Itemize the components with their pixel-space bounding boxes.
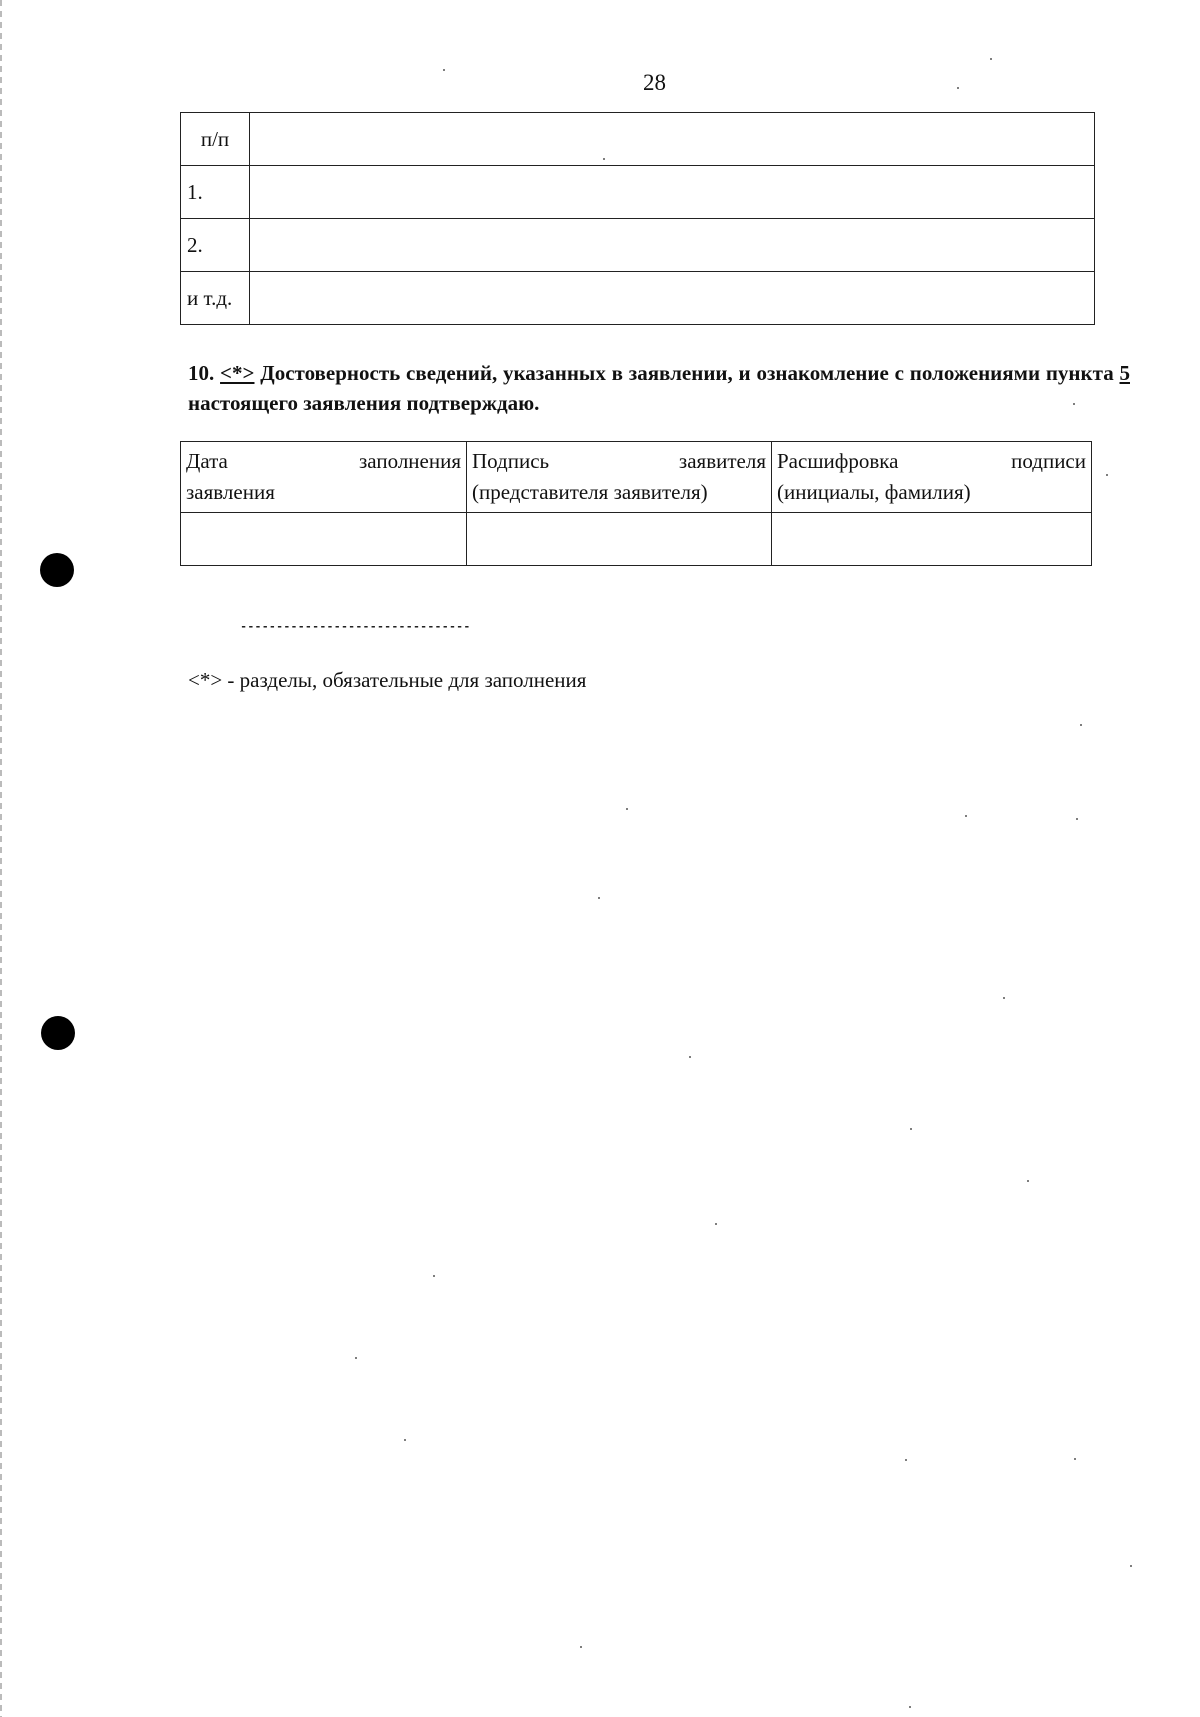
table-header-row	[181, 113, 1095, 166]
scan-speck	[603, 158, 605, 160]
scan-speck	[1076, 818, 1078, 820]
scan-speck	[689, 1056, 691, 1058]
scan-speck	[626, 808, 628, 810]
header-content-cell	[250, 113, 1095, 166]
scan-speck	[1027, 1180, 1029, 1182]
decoding-header-line2: (инициалы, фамилия)	[777, 480, 971, 504]
signature-header-word2: заявителя	[678, 449, 766, 473]
statement-number: 10.	[188, 361, 215, 385]
footnote: <*> - разделы, обязательные для заполнения	[188, 668, 587, 692]
scan-speck	[580, 1646, 582, 1648]
date-header-word1: Дата	[186, 449, 228, 473]
signature-table	[180, 441, 1092, 566]
decoding-header-word1: Расшифровка	[777, 449, 899, 473]
scan-speck	[990, 58, 992, 60]
items-table	[180, 112, 1095, 325]
punch-hole	[40, 553, 74, 587]
scan-speck	[905, 1459, 907, 1461]
signature-header-row	[181, 442, 1092, 513]
statement-text-part2: настоящего заявления подтверждаю.	[188, 391, 540, 415]
signature-header-cell	[467, 442, 772, 513]
row-num-cell: 1.	[181, 166, 250, 219]
table-row	[181, 219, 1095, 272]
decoding-header-cell	[772, 442, 1092, 513]
scan-speck	[1080, 724, 1082, 726]
date-header-cell	[181, 442, 467, 513]
table-row	[181, 166, 1095, 219]
confirmation-statement	[188, 358, 1130, 418]
row-content-cell[interactable]	[250, 166, 1095, 219]
scan-edge-line	[0, 0, 2, 1717]
scan-speck	[957, 87, 959, 89]
scan-speck	[910, 1128, 912, 1130]
scan-speck	[1073, 403, 1075, 405]
scan-speck	[443, 69, 445, 71]
signature-header-line2: (представителя заявителя)	[472, 480, 708, 504]
scan-speck	[1074, 1458, 1076, 1460]
table-row	[181, 272, 1095, 325]
date-field[interactable]	[181, 513, 467, 566]
scan-speck	[355, 1357, 357, 1359]
scan-speck	[598, 897, 600, 899]
statement-text-part1: Достоверность сведений, указанных в заявлении, и ознакомление с положениями пункта	[254, 361, 1120, 385]
decoding-field[interactable]	[772, 513, 1092, 566]
footnote-separator: --------------------------------	[240, 620, 471, 634]
scan-speck	[1106, 474, 1108, 476]
scan-speck	[1130, 1565, 1132, 1567]
punch-hole	[41, 1016, 75, 1050]
scan-speck	[965, 815, 967, 817]
signature-header-word1: Подпись	[472, 449, 550, 473]
scan-speck	[715, 1223, 717, 1225]
date-header-line2: заявления	[186, 480, 275, 504]
row-num-cell: 2.	[181, 219, 250, 272]
scan-speck	[404, 1439, 406, 1441]
scan-speck	[1003, 997, 1005, 999]
scan-speck	[433, 1275, 435, 1277]
signature-fill-row	[181, 513, 1092, 566]
signature-field[interactable]	[467, 513, 772, 566]
decoding-header-word2: подписи	[1011, 449, 1086, 473]
row-num-cell: и т.д.	[181, 272, 250, 325]
page-number: 28	[643, 70, 666, 95]
row-content-cell[interactable]	[250, 272, 1095, 325]
point-reference: 5	[1119, 361, 1130, 385]
required-marker: <*>	[220, 361, 255, 385]
scan-speck	[909, 1706, 911, 1708]
header-num-cell: п/п	[181, 113, 250, 166]
row-content-cell[interactable]	[250, 219, 1095, 272]
date-header-word2: заполнения	[359, 449, 461, 473]
